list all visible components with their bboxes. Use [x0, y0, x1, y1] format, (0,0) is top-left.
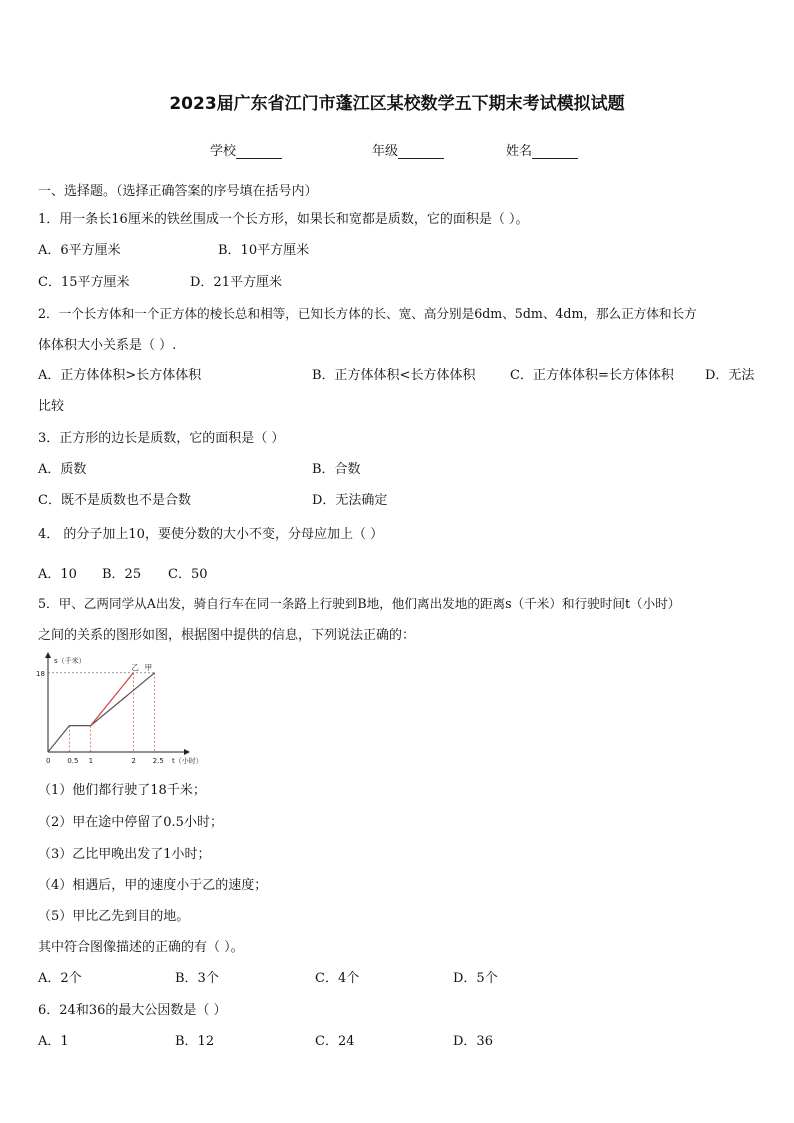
x-tick-label: 2.5	[152, 757, 164, 765]
x-tick-label: 0	[46, 757, 51, 765]
q6-option-a[interactable]: A．1	[38, 1034, 69, 1049]
series-line-1	[91, 673, 134, 726]
page-title: 2023届广东省江门市蓬江区某校数学五下期末考试模拟试题	[169, 94, 625, 114]
grade-label: 年级	[372, 144, 399, 159]
q5-option-d[interactable]: D．5个	[453, 971, 498, 986]
q2-option-b[interactable]: B．正方体体积<长方体体积	[312, 368, 476, 383]
name-blank[interactable]	[532, 144, 578, 159]
q6-option-c[interactable]: C．24	[315, 1034, 355, 1049]
q1-option-b[interactable]: B．10平方厘米	[218, 243, 310, 258]
y-axis-label: s（千米）	[54, 657, 86, 665]
q5-option-a[interactable]: A．2个	[38, 971, 82, 986]
q3-stem: 3．正方形的边长是质数，它的面积是（ ）	[38, 431, 285, 446]
section-heading: 一、选择题。（选择正确答案的序号填在括号内）	[38, 184, 318, 199]
distance-time-chart	[36, 652, 203, 770]
series-label-0: 甲	[144, 662, 153, 672]
q1-stem: 1．用一条长16厘米的铁丝围成一个长方形，如果长和宽都是质数，它的面积是（ ）。	[38, 212, 529, 227]
grade-field[interactable]	[372, 140, 444, 159]
q5-option-b[interactable]: B．3个	[175, 971, 219, 986]
q1-option-d[interactable]: D．21平方厘米	[190, 275, 282, 290]
q5-option-c[interactable]: C．4个	[315, 971, 360, 986]
grade-blank[interactable]	[398, 144, 444, 159]
q6-option-b[interactable]: B．12	[175, 1034, 215, 1049]
q5-statement-2: （2）甲在途中停留了0.5小时；	[38, 815, 223, 830]
x-tick-label: 0.5	[67, 757, 79, 765]
q2-stem-line1: 2．一个长方体和一个正方体的棱长总和相等，已知长方体的长、宽、高分别是6dm、5dm、4dm，那么正方体和长方	[38, 306, 697, 321]
q3-option-a[interactable]: A．质数	[38, 462, 87, 477]
q2-stem-line2: 体体积大小关系是（ ）.	[38, 338, 177, 353]
name-field[interactable]	[506, 140, 578, 159]
q5-statement-4: （4）相遇后，甲的速度小于乙的速度；	[38, 878, 268, 893]
distance-time-svg	[36, 652, 203, 770]
q4-option-a[interactable]: A．10	[38, 567, 77, 582]
q5-statement-3: （3）乙比甲晚出发了1小时；	[38, 847, 211, 862]
name-label: 姓名	[506, 144, 533, 159]
q5-stem-line1: 5．甲、乙两同学从A出发，骑自行车在同一条路上行驶到B地，他们离出发地的距离s（千米）和行驶时间t（小时）	[38, 596, 681, 611]
q1-option-c[interactable]: C．15平方厘米	[38, 275, 130, 290]
q5-stem-line2: 之间的关系的图形如图，根据图中提供的信息，下列说法正确的：	[38, 628, 416, 643]
x-tick-label: 1	[88, 757, 94, 765]
q2-option-a[interactable]: A．正方体体积>长方体体积	[38, 368, 202, 383]
q5-statement-5: （5）甲比乙先到目的地。	[38, 909, 190, 924]
q4-stem: 4． 的分子加上10，要使分数的大小不变，分母应加上（ ）	[38, 527, 384, 542]
q3-option-c[interactable]: C．既不是质数也不是合数	[38, 493, 191, 508]
school-field[interactable]	[210, 140, 282, 159]
q6-option-d[interactable]: D．36	[453, 1034, 493, 1049]
x-axis-label: t（小时）	[172, 757, 203, 765]
series-label-1: 乙	[131, 662, 139, 672]
school-label: 学校	[210, 144, 237, 159]
student-info	[0, 140, 794, 160]
q2-option-d-tail: 比较	[38, 399, 65, 414]
q2-option-d[interactable]: D．无法	[705, 368, 755, 383]
x-axis-arrow	[184, 749, 190, 755]
y-axis-arrow	[45, 652, 51, 658]
q3-option-d[interactable]: D．无法确定	[312, 493, 388, 508]
y-tick-label: 18	[36, 669, 45, 678]
q3-option-b[interactable]: B．合数	[312, 462, 361, 477]
q4-option-b[interactable]: B．25	[102, 567, 142, 582]
q1-option-a[interactable]: A．6平方厘米	[38, 243, 121, 258]
q5-statement-1: （1）他们都行驶了18千米；	[38, 783, 206, 798]
q6-stem: 6．24和36的最大公因数是（ ）	[38, 1003, 227, 1018]
q4-option-c[interactable]: C．50	[168, 567, 208, 582]
school-blank[interactable]	[236, 144, 282, 159]
q5-question: 其中符合图像描述的正确的有（ ）。	[38, 940, 244, 955]
q2-option-c[interactable]: C．正方体体积=长方体体积	[510, 368, 674, 383]
x-tick-label: 2	[131, 757, 136, 765]
